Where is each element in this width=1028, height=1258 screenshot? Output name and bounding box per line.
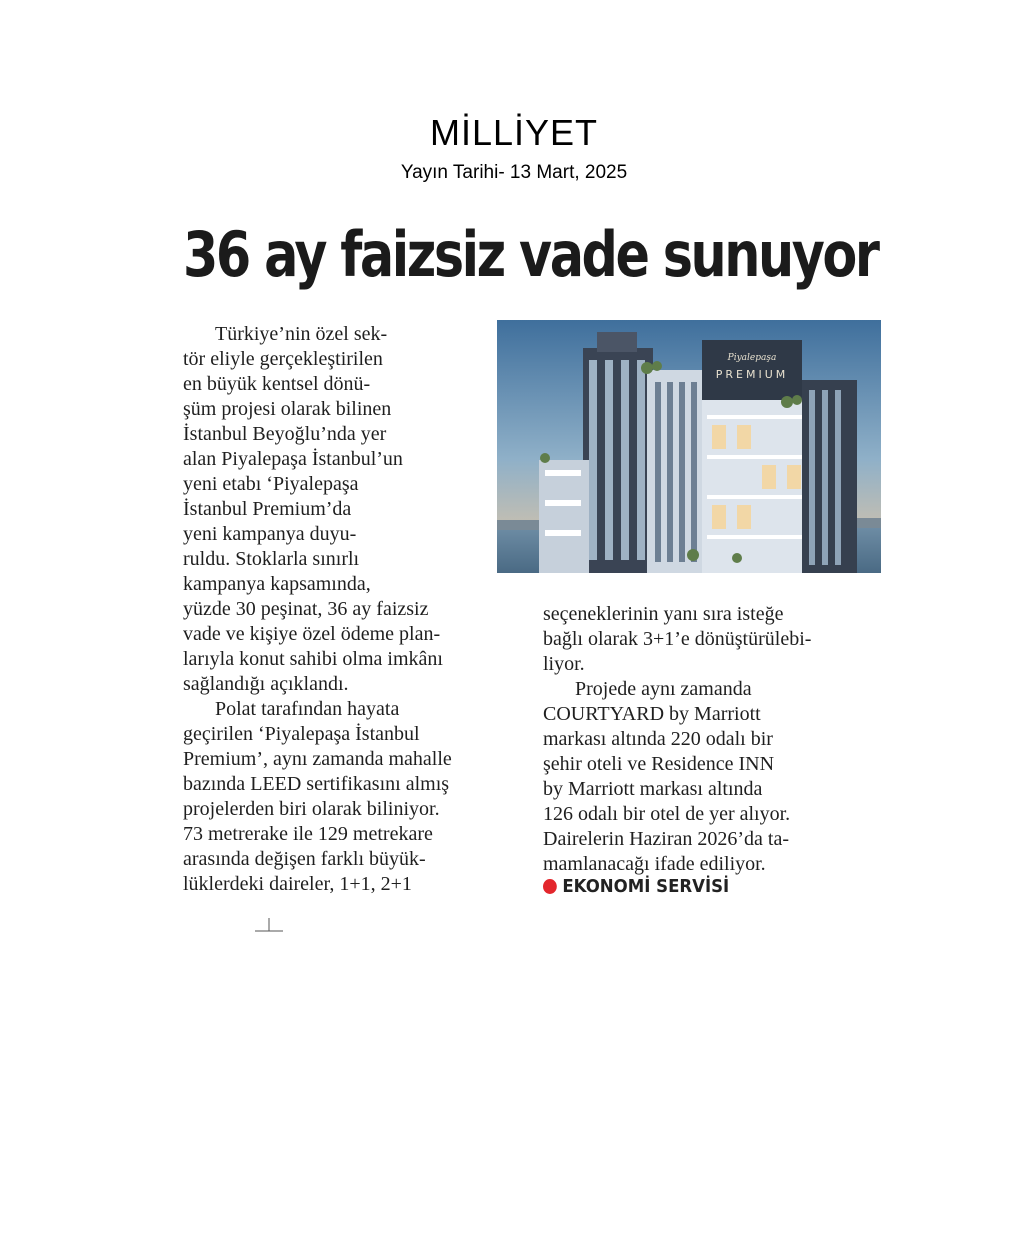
text-line: seçeneklerinin yanı sıra isteğe	[543, 603, 784, 625]
crop-mark-icon	[255, 918, 285, 938]
text-line: kampanya kapsamında,	[183, 573, 371, 595]
publication-date: Yayın Tarihi- 13 Mart, 2025	[400, 162, 628, 183]
text-line: arasında değişen farklı büyük-	[183, 848, 426, 870]
text-line: larıyla konut sahibi olma imkânı	[183, 648, 443, 670]
text-line: sağlandığı açıklandı.	[183, 673, 349, 695]
text-line: lüklerdeki daireler, 1+1, 2+1	[183, 873, 412, 895]
text-line: ruldu. Stoklarla sınırlı	[183, 548, 360, 570]
text-line: tör eliyle gerçekleştirilen	[183, 348, 383, 370]
article-column-1	[183, 322, 452, 897]
text-line: şüm projesi olarak bilinen	[183, 398, 392, 420]
sign-text: PREMIUM	[715, 368, 789, 381]
text-line: 126 odalı bir otel de yer alıyor.	[543, 803, 791, 825]
article-column-2	[543, 602, 811, 877]
text-line: liyor.	[543, 653, 585, 675]
text-line: vade ve kişiye özel ödeme plan-	[183, 623, 441, 645]
text-line: geçirilen ‘Piyalepaşa İstanbul	[183, 723, 420, 745]
text-line: mamlanacağı ifade ediliyor.	[543, 853, 766, 875]
text-line: İstanbul Premium’da	[183, 498, 352, 520]
text-line: bağlı olarak 3+1’e dönüştürülebi-	[543, 628, 812, 650]
byline-text: EKONOMİ SERVİSİ	[562, 876, 730, 897]
red-dot-icon	[543, 879, 557, 894]
text-line: 73 metrerake ile 129 metrekare	[183, 823, 433, 845]
text-line: yüzde 30 peşinat, 36 ay faizsiz	[183, 598, 429, 620]
building-photo	[497, 320, 881, 573]
text-line: projelerden biri olarak biliniyor.	[183, 798, 440, 820]
text-line: alan Piyalepaşa İstanbul’un	[183, 448, 403, 470]
headline: 36 ay faizsiz vade sunuyor	[183, 218, 878, 291]
text-line: yeni etabı ‘Piyalepaşa	[183, 473, 359, 495]
text-line: COURTYARD by Marriott	[543, 703, 761, 725]
byline	[543, 876, 729, 897]
text-line: Dairelerin Haziran 2026’da ta-	[543, 828, 789, 850]
sign-script-text: Piyalepaşa	[727, 353, 777, 363]
masthead: MİLLİYET	[429, 112, 599, 153]
text-line: şehir oteli ve Residence INN	[543, 753, 775, 775]
text-line: yeni kampanya duyu-	[183, 523, 357, 545]
text-line: Türkiye’nin özel sek-	[215, 323, 388, 345]
text-line: en büyük kentsel dönü-	[183, 373, 371, 395]
text-line: İstanbul Beyoğlu’nda yer	[183, 423, 387, 445]
text-line: Projede aynı zamanda	[575, 678, 752, 700]
text-line: markası altında 220 odalı bir	[543, 728, 773, 750]
text-line: Premium’, aynı zamanda mahalle	[183, 748, 452, 770]
text-line: Polat tarafından hayata	[215, 698, 400, 720]
text-line: by Marriott markası altında	[543, 778, 763, 800]
text-line: bazında LEED sertifikasını almış	[183, 773, 450, 795]
